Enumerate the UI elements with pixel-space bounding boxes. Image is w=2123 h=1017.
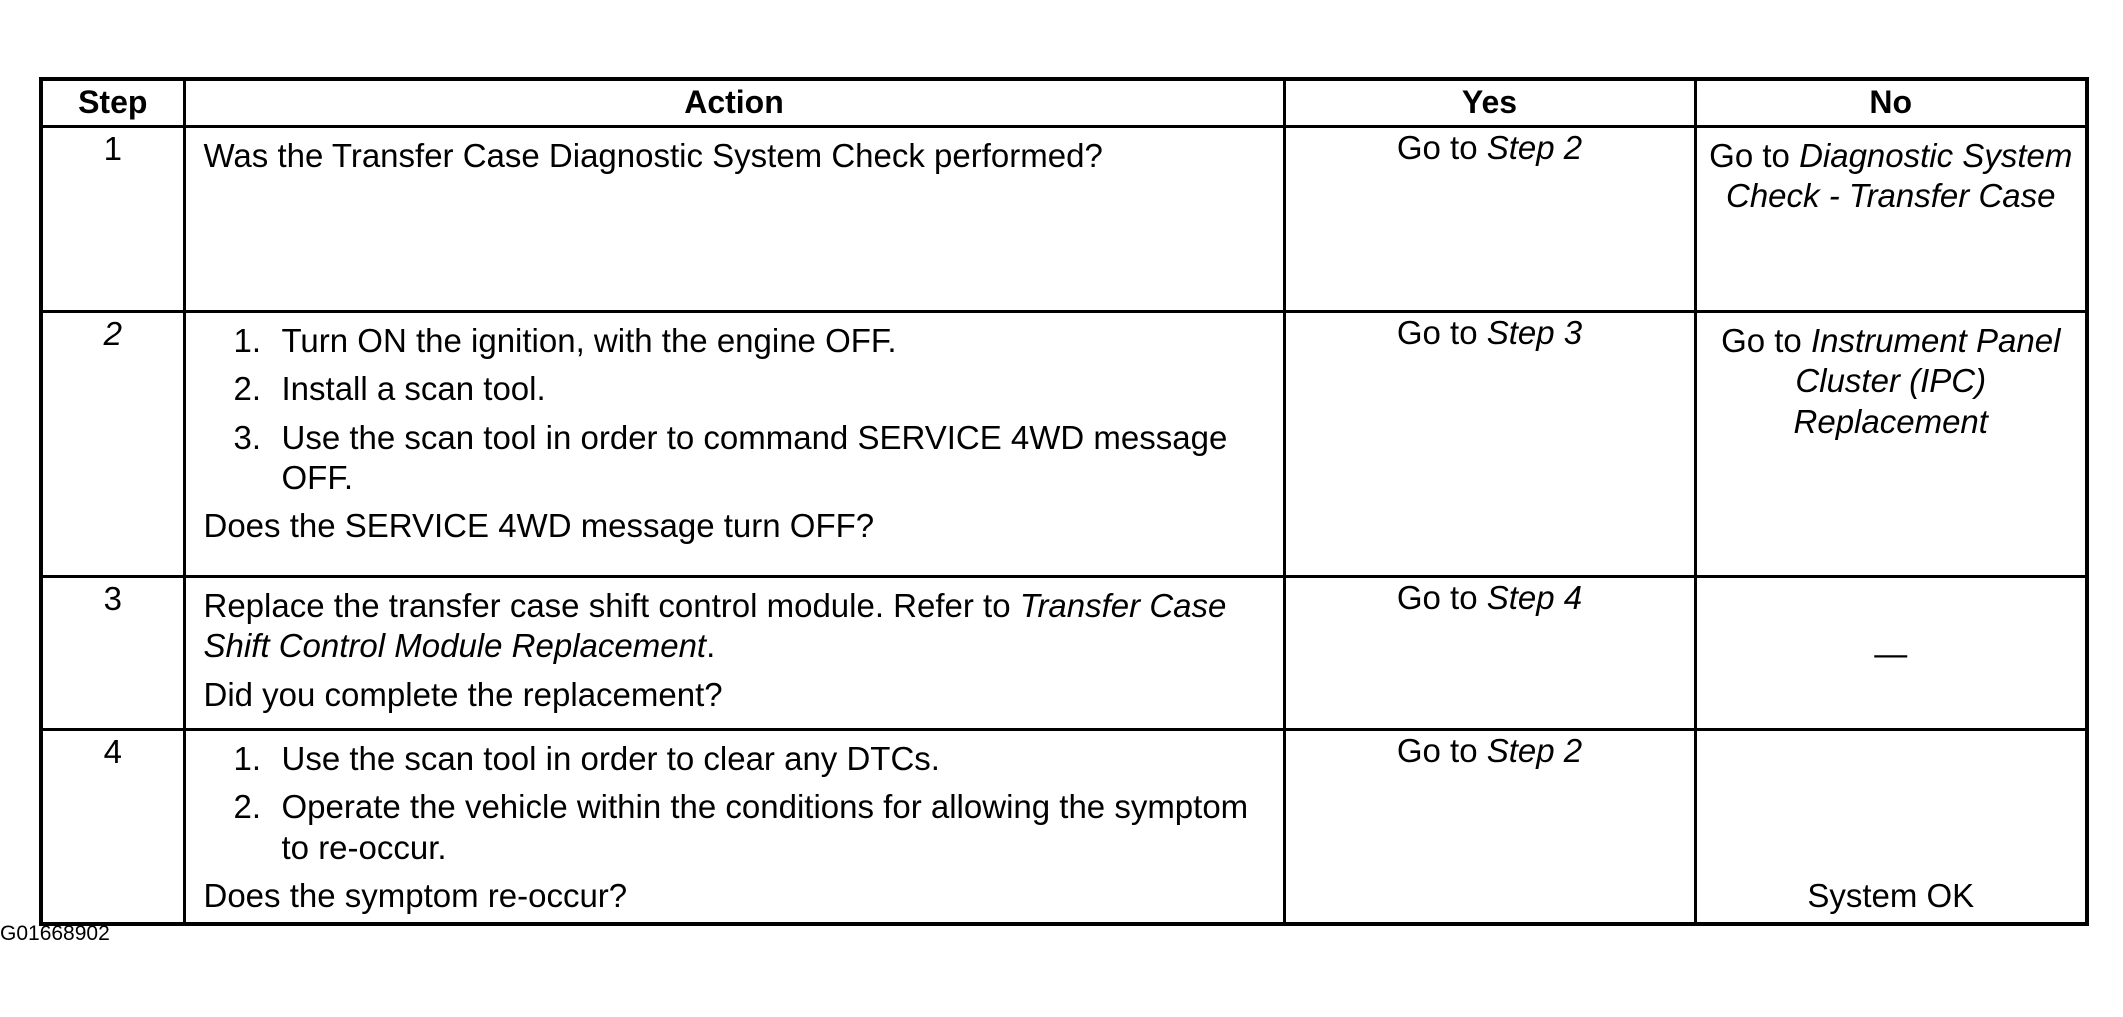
action-question: Does the SERVICE 4WD message turn OFF? <box>203 507 875 544</box>
table-row <box>41 312 2087 577</box>
yes-cell <box>1284 577 1695 730</box>
action-text: Replace the transfer case shift control module. Refer to Transfer Case Shift Control Module Replacement. <box>203 587 1227 665</box>
action-steps-list <box>204 321 1269 498</box>
action-cell <box>184 730 1284 925</box>
diagnostic-table-wrapper <box>39 77 2085 926</box>
no-prefix: Go to <box>1709 137 1800 174</box>
no-reference-link[interactable]: Diagnostic System Check - Transfer Case <box>1726 137 2073 215</box>
action-step-item: 3. Use the scan tool in order to command SERVICE 4WD message OFF. <box>233 418 1228 496</box>
header-row <box>41 79 2087 127</box>
yes-step-link[interactable]: Step 3 <box>1486 314 1583 351</box>
step-number: 4 <box>41 730 184 925</box>
no-dash: — <box>1874 634 1908 672</box>
action-cell <box>184 577 1284 730</box>
table-row <box>41 577 2087 730</box>
yes-cell <box>1284 312 1695 577</box>
action-question: Did you complete the replacement? <box>203 675 723 713</box>
yes-step-link[interactable]: Step 2 <box>1486 732 1583 769</box>
action-steps-list <box>204 739 1269 868</box>
step-number: 1 <box>41 127 184 312</box>
yes-prefix: Go to <box>1396 314 1487 351</box>
action-step-item: 2. Install a scan tool. <box>233 370 546 408</box>
diagnostic-table <box>39 77 2089 926</box>
step-number: 3 <box>41 577 184 730</box>
no-cell <box>1695 577 2087 730</box>
table-row <box>41 127 2087 312</box>
header-step: Step <box>41 79 184 127</box>
header-no: No <box>1695 79 2087 127</box>
yes-step-link[interactable]: Step 2 <box>1486 129 1583 166</box>
no-prefix: Go to <box>1721 322 1811 359</box>
action-cell <box>184 312 1284 577</box>
yes-prefix: Go to <box>1396 732 1487 769</box>
action-cell <box>184 127 1284 312</box>
table-row <box>41 730 2087 925</box>
action-step-item: 1. Turn ON the ignition, with the engine OFF. <box>233 322 897 359</box>
yes-prefix: Go to <box>1396 129 1487 166</box>
action-step-item: 2. Operate the vehicle within the conditions for allowing the symptom to re-occur. <box>233 788 1249 866</box>
action-step-item: 1. Use the scan tool in order to clear any DTCs. <box>233 740 940 777</box>
step-number: 2 <box>41 312 184 577</box>
no-cell <box>1695 127 2087 312</box>
yes-cell <box>1284 127 1695 312</box>
no-result-text: System OK <box>1807 876 1975 914</box>
yes-step-link[interactable]: Step 4 <box>1486 579 1583 616</box>
yes-prefix: Go to <box>1396 579 1487 616</box>
header-action: Action <box>184 79 1284 127</box>
header-yes: Yes <box>1284 79 1695 127</box>
yes-cell <box>1284 730 1695 925</box>
no-cell <box>1695 312 2087 577</box>
no-cell <box>1695 730 2087 925</box>
action-reference-link[interactable]: Transfer Case Shift Control Module Replacement <box>203 587 1227 665</box>
no-reference-link[interactable]: Instrument Panel Cluster (IPC) Replacement <box>1793 322 2061 440</box>
action-text: Was the Transfer Case Diagnostic System Check performed? <box>203 137 1103 174</box>
figure-id: G01668902 <box>0 922 110 945</box>
action-question: Does the symptom re-occur? <box>203 876 628 914</box>
